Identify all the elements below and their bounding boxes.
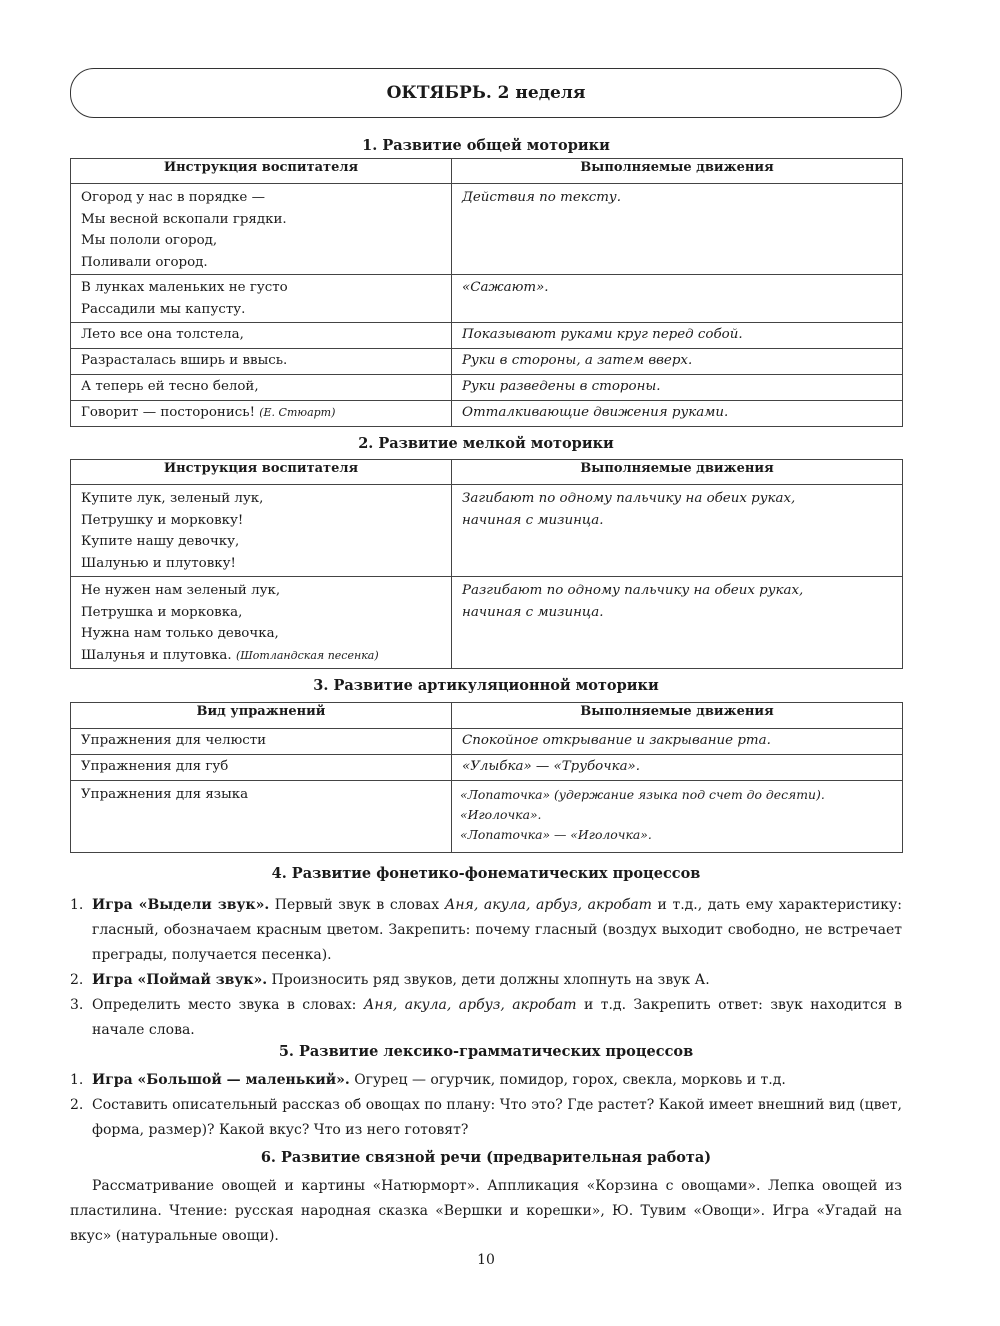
list-item: 1. Игра «Большой — маленький». Огурец — огурчик, помидор, горох, свекла, морковь и т.д.	[70, 1072, 786, 1088]
table-row: Не нужен нам зеленый лук, Петрушка и морковка, Нужна нам только девочка, Шалунья и плутовка. (Шотландская песенка) Разгибают по одному пальчику на обеих руках, начиная с мизинца.	[71, 577, 903, 669]
table-row: Упражнения для языка «Лопаточка» (удержание языка под счет до десяти). «Иголочка». «Лопаточка» — «Иголочка».	[71, 781, 903, 853]
column-header: Выполняемые движения	[452, 159, 903, 184]
gross-motor-table	[70, 158, 903, 427]
author-attribution: (Шотландская песенка)	[235, 648, 379, 662]
table-row: Огород у нас в порядке — Мы весной вскопали грядки. Мы пололи огород, Поливали огород. Действия по тексту.	[71, 184, 903, 275]
column-header: Инструкция воспитателя	[71, 159, 452, 184]
section-2-title: 2. Развитие мелкой моторики	[358, 435, 614, 452]
section-6-title: 6. Развитие связной речи (предварительная работа)	[260, 1149, 712, 1166]
table-row: Разрасталась вширь и ввысь. Руки в стороны, а затем вверх.	[71, 349, 903, 375]
column-header: Выполняемые движения	[452, 460, 903, 485]
page-title: ОКТЯБРЬ. 2 неделя	[70, 68, 902, 118]
list-item: 1. Игра «Выдели звук». Первый звук в словах Аня, акула, арбуз, акробат и т.д., дать ему характеристику: гласный, обозначаем красным цветом. Закрепить: почему гласный (воздух выходит свободно, не встречает преграды, получается песенка).	[70, 897, 902, 963]
section-1-title: 1. Развитие общей моторики	[362, 137, 610, 154]
phonetic-exercises-list	[70, 893, 902, 1043]
section-3-title: 3. Развитие артикуляционной моторики	[313, 677, 659, 694]
lexical-exercises-list	[70, 1068, 902, 1143]
section-4-title: 4. Развитие фонетико-фонематических процессов	[271, 865, 701, 882]
page-number: 10	[477, 1252, 495, 1268]
author-attribution: (Е. Стюарт)	[259, 406, 336, 419]
table-row: Упражнения для губ «Улыбка» — «Трубочка».	[71, 755, 903, 781]
list-item: 2. Составить описательный рассказ об овощах по плану: Что это? Где растет? Какой имеет внешний вид (цвет, форма, размер)? Какой вкус? Что из него готовят?	[70, 1097, 902, 1138]
column-header: Инструкция воспитателя	[71, 460, 452, 485]
speech-paragraph: Рассматривание овощей и картины «Натюрморт». Аппликация «Корзина с овощами». Лепка овощей из пластилина. Чтение: русская народная сказка «Вершки и корешки», Ю. Тувим «Овощи». Игра «Угадай на вкус» (натуральные овощи).	[70, 1178, 902, 1244]
table-row: Лето все она толстела, Показывают руками круг перед собой.	[71, 323, 903, 349]
column-header: Вид упражнений	[71, 703, 452, 729]
section-5-title: 5. Развитие лексико-грамматических процессов	[278, 1043, 694, 1060]
list-item: 2. Игра «Поймай звук». Произносить ряд звуков, дети должны хлопнуть на звук А.	[70, 972, 710, 988]
table-row: Говорит — посторонись! (Е. Стюарт) Отталкивающие движения руками.	[71, 401, 903, 427]
table-row: В лунках маленьких не густо Рассадили мы капусту. «Сажают».	[71, 275, 903, 323]
table-row: Упражнения для челюсти Спокойное открывание и закрывание рта.	[71, 729, 903, 755]
table-row: Купите лук, зеленый лук, Петрушку и морковку! Купите нашу девочку, Шалунью и плутовку! Загибают по одному пальчику на обеих руках, начиная с мизинца.	[71, 485, 903, 577]
fine-motor-table	[70, 459, 903, 669]
list-item: 3. Определить место звука в словах: Аня, акула, арбуз, акробат и т.д. Закрепить ответ: звук находится в начале слова.	[70, 997, 902, 1038]
column-header: Выполняемые движения	[452, 703, 903, 729]
table-row: А теперь ей тесно белой, Руки разведены в стороны.	[71, 375, 903, 401]
articulation-table	[70, 702, 903, 853]
